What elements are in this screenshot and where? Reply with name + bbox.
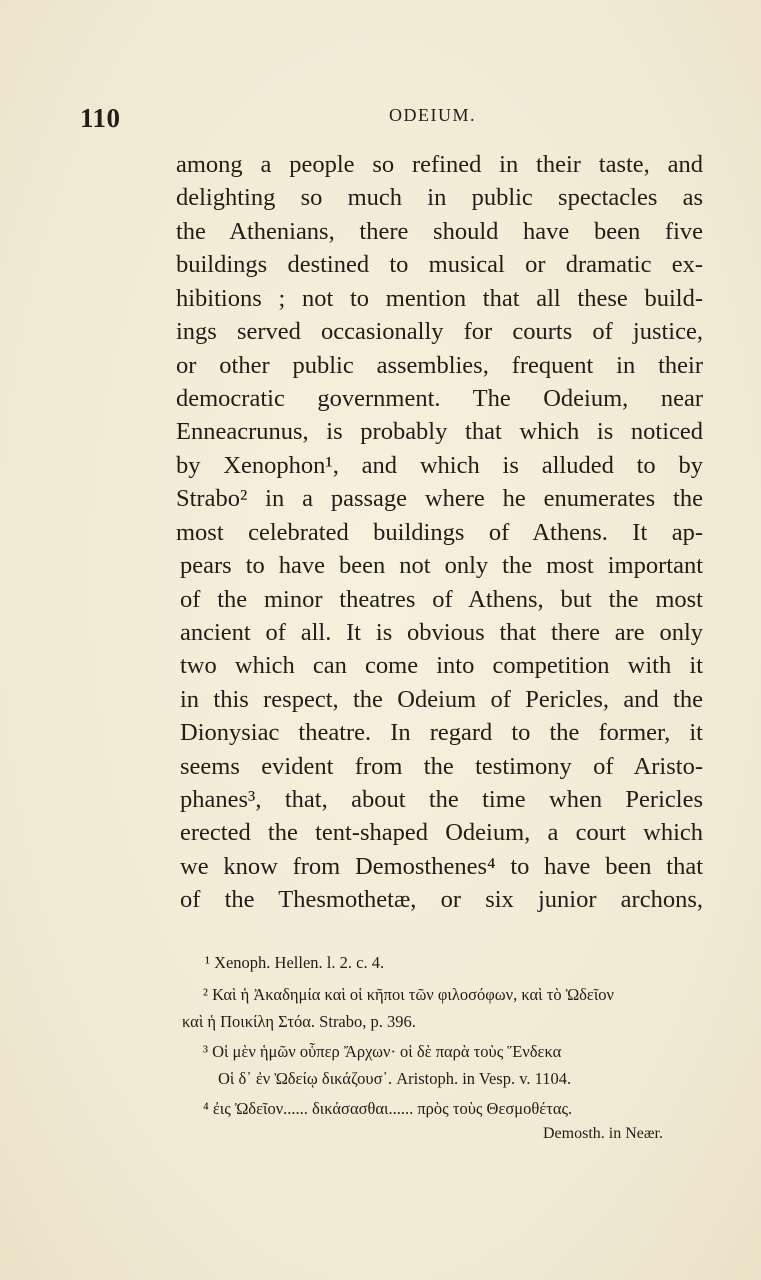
body-line: erected the tent-shaped Odeium, a court which: [180, 819, 703, 846]
footnote: ² Καὶ ἡ Ἀκαδημία καὶ οἱ κῆποι τῶν φιλοσόφων, καὶ τὸ Ὠδεῖον: [203, 985, 614, 1004]
body-line: of the Thesmothetæ, or six junior archons,: [180, 886, 703, 913]
body-line: Strabo² in a passage where he enumerates the: [176, 485, 703, 512]
body-line: pears to have been not only the most important: [180, 552, 703, 579]
running-head: ODEIUM.: [389, 105, 476, 125]
body-line: phanes³, that, about the time when Pericles: [180, 786, 703, 813]
body-line: two which can come into competition with it: [180, 652, 703, 679]
body-line: buildings destined to musical or dramatic ex-: [176, 251, 703, 278]
body-line: the Athenians, there should have been five: [176, 218, 703, 245]
footnote: ¹ Xenoph. Hellen. l. 2. c. 4.: [205, 953, 385, 972]
page-number: 110: [80, 103, 121, 133]
body-line: in this respect, the Odeium of Pericles, and the: [180, 686, 703, 713]
body-line: among a people so refined in their taste, and: [176, 151, 703, 178]
body-line: hibitions ; not to mention that all these build-: [176, 285, 703, 312]
footnote-reference: Demosth. in Neær.: [543, 1125, 663, 1142]
body-line: by Xenophon¹, and which is alluded to by: [176, 452, 703, 479]
body-line: ings served occasionally for courts of justice,: [176, 318, 703, 345]
body-line: most celebrated buildings of Athens. It ap-: [176, 519, 703, 546]
body-line: we know from Demosthenes⁴ to have been that: [180, 853, 703, 880]
body-line: delighting so much in public spectacles as: [176, 184, 703, 211]
body-line: Enneacrunus, is probably that which is noticed: [176, 418, 703, 445]
body-line: seems evident from the testimony of Aristo-: [180, 753, 703, 780]
footnote-continuation: καὶ ἡ Ποικίλη Στόα. Strabo, p. 396.: [182, 1012, 416, 1031]
body-line: democratic government. The Odeium, near: [176, 385, 703, 412]
footnote: ³ Οἱ μὲν ἡμῶν οὗπερ Ἄρχων· οἱ δὲ παρὰ τοὺς Ἕνδεκα: [203, 1042, 562, 1061]
body-line: of the minor theatres of Athens, but the most: [180, 586, 703, 613]
footnote: ⁴ ἐις Ὠδεῖον...... δικάσασθαι...... πρὸς τοὺς Θεσμοθέτας.: [203, 1099, 573, 1118]
footnote-continuation: Οἱ δ᾽ ἐν Ὠδείῳ δικάζουσ᾽. Aristoph. in Vesp. v. 1104.: [218, 1069, 572, 1088]
body-line: Dionysiac theatre. In regard to the former, it: [180, 719, 703, 746]
body-line: or other public assemblies, frequent in their: [176, 352, 703, 379]
body-line: ancient of all. It is obvious that there are only: [180, 619, 703, 646]
